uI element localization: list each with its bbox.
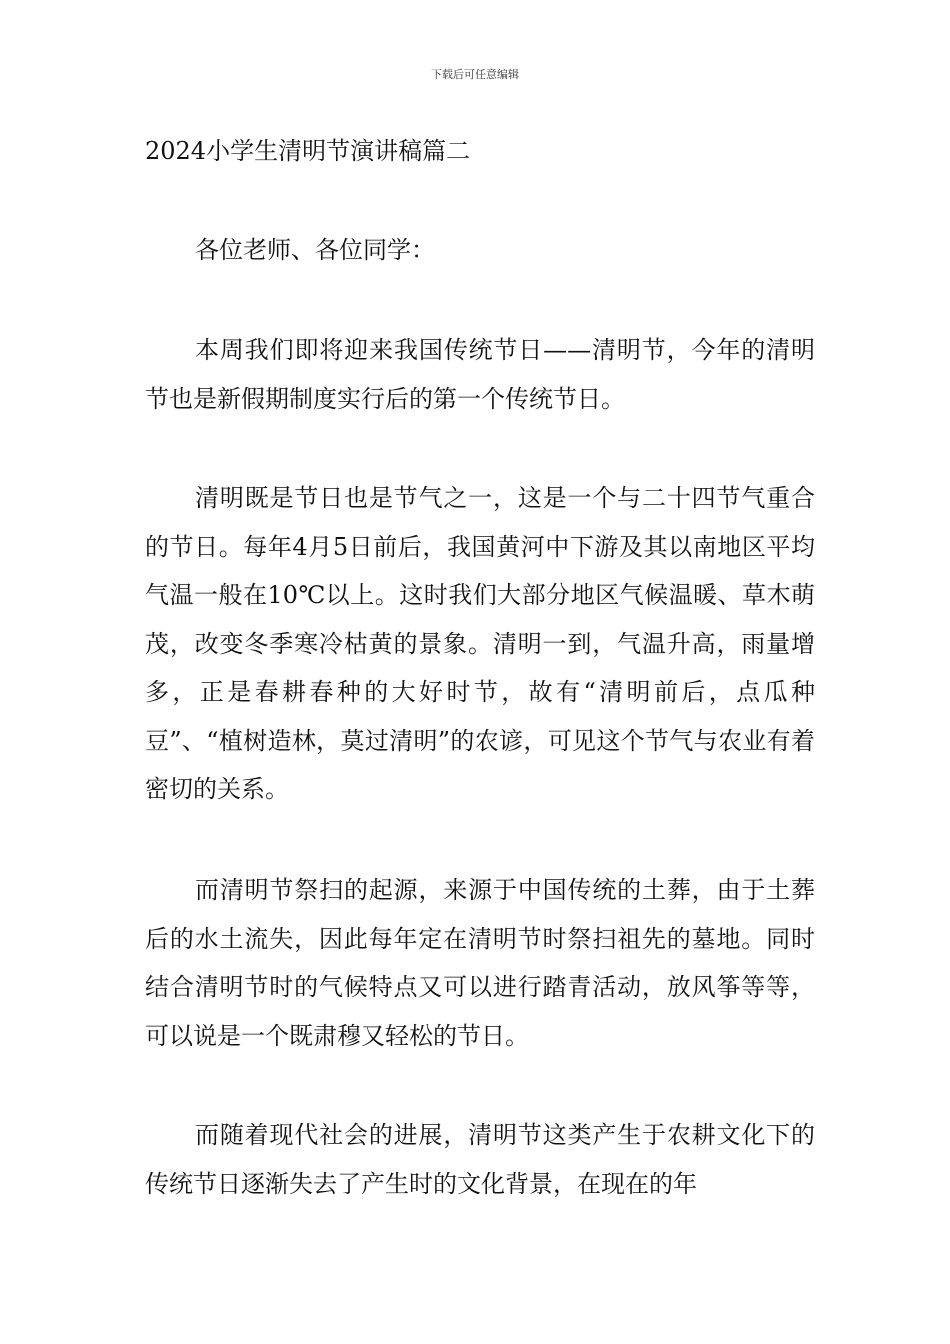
header-note: 下载后可任意编辑 — [431, 68, 519, 81]
paragraph-2: 清明既是节日也是节气之一，这是一个与二十四节气重合的节日。每年4月5日前后，我国黄河中下游及其以南地区平均气温一般在10℃以上。这时我们大部分地区气候温暖、草木萌茂，改变冬季寒冷枯黄的景象。清明一到，气温升高，雨量增多，正是春耕春种的大好时节，故有“清明前后，点瓜种豆”、“植树造林，莫过清明”的农谚，可见这个节气与农业有着密切的关系。 — [145, 484, 815, 803]
paragraph-1: 本周我们即将迎来我国传统节日——清明节，今年的清明节也是新假期制度实行后的第一个传统节日。 — [145, 336, 815, 413]
greeting-line: 各位老师、各位同学： — [195, 236, 435, 264]
paragraph-3: 而清明节祭扫的起源，来源于中国传统的土葬，由于土葬后的水土流失，因此每年定在清明节时祭扫祖先的墓地。同时结合清明节时的气候特点又可以进行踏青活动，放风筝等等，可以说是一个既肃穆又轻松的节日。 — [145, 876, 815, 1050]
paragraph-4: 而随着现代社会的进展，清明节这类产生于农耕文化下的传统节日逐渐失去了产生时的文化背景，在现在的年 — [145, 1121, 815, 1198]
document-title: 2024小学生清明节演讲稿篇二 — [145, 137, 471, 165]
